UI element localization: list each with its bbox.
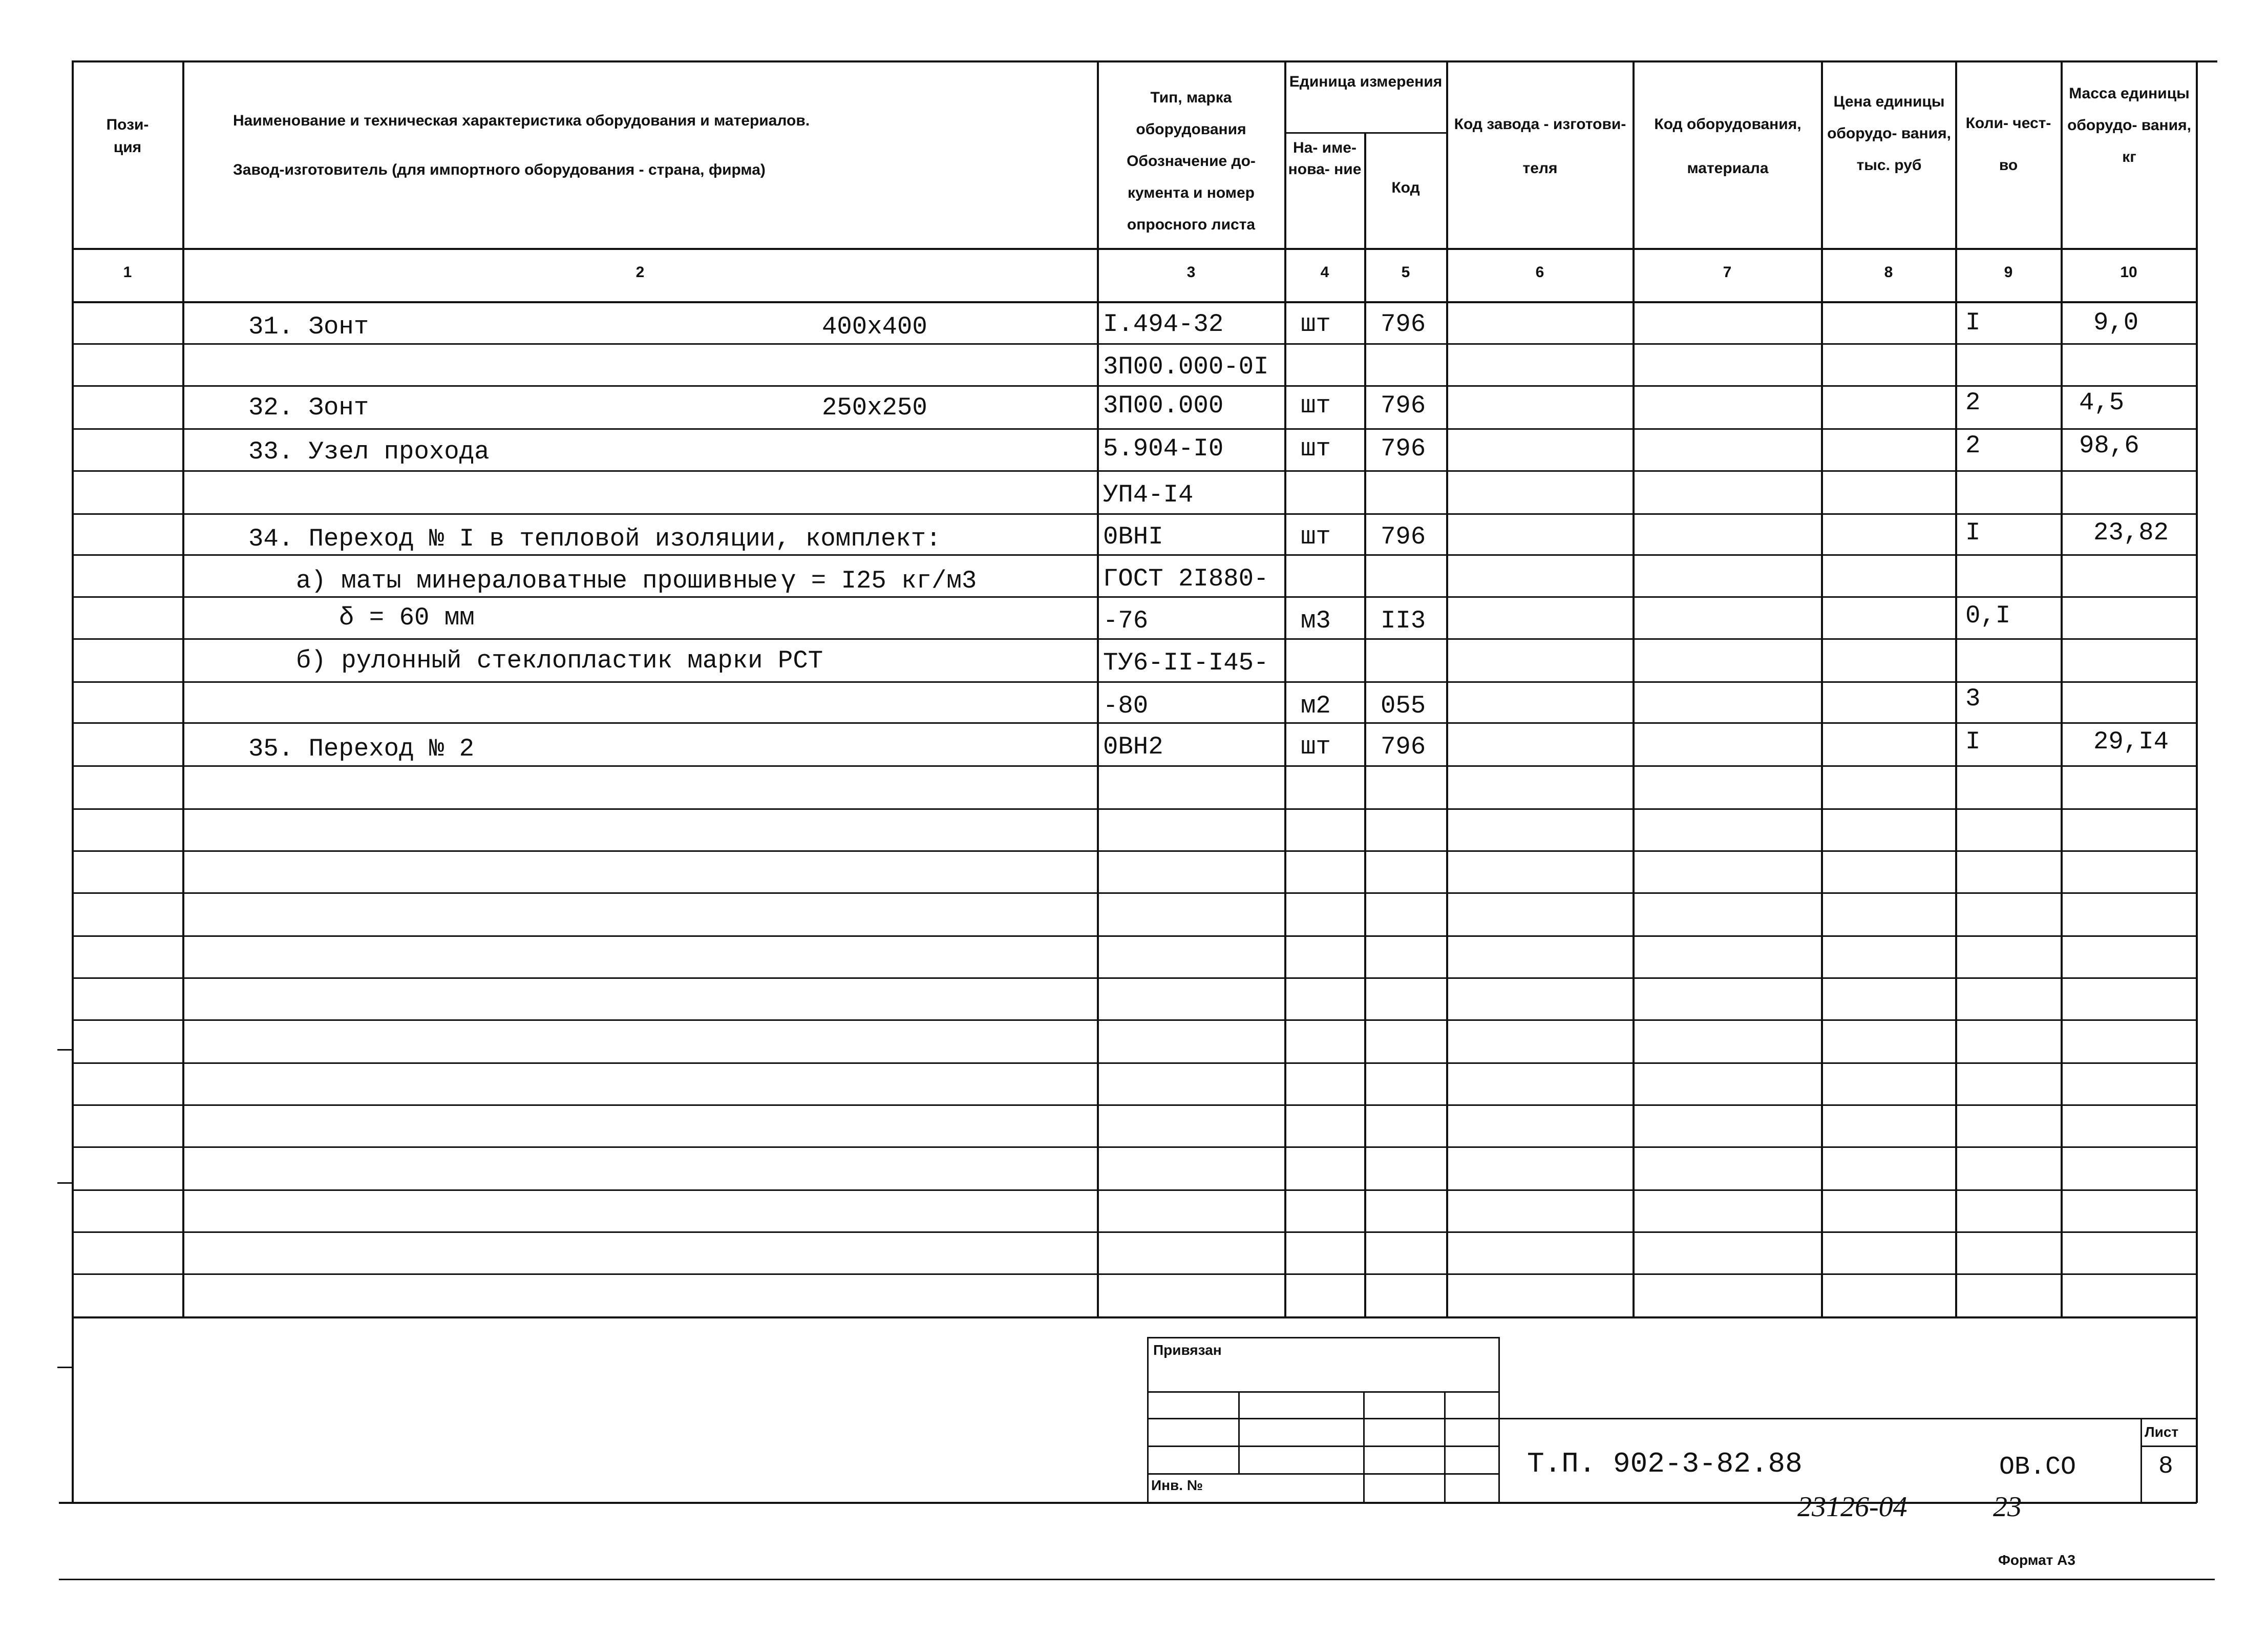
row-unit: м3 — [1301, 606, 1331, 635]
header-factory-code: Код завода - изготови- теля — [1454, 116, 1626, 177]
row-type: 3П00.000-0I — [1103, 352, 1269, 381]
row-name: а) маты минераловатные прошивные — [296, 567, 778, 595]
row-name: 35. Переход № 2 — [248, 735, 475, 763]
column-number: 9 — [2004, 264, 2013, 281]
row-qty: I — [1965, 727, 1981, 756]
row-type: 5.904-I0 — [1103, 434, 1224, 463]
row-name: 32. Зонт — [248, 393, 369, 422]
row-type: -80 — [1103, 692, 1149, 720]
row-type: 0ВН2 — [1103, 732, 1163, 761]
row-type: 0ВНI — [1103, 522, 1163, 551]
row-type: ГОСТ 2I880- — [1103, 564, 1269, 593]
row-mass: 23,82 — [2093, 518, 2169, 547]
header-unit-name: На- име- нова- ние — [1288, 139, 1362, 178]
row-type: I.494-32 — [1103, 310, 1224, 339]
row-size: 250x250 — [822, 393, 927, 422]
row-mass: 98,6 — [2079, 431, 2139, 460]
row-unit: шт — [1301, 310, 1331, 339]
row-qty: 0,I — [1965, 601, 2011, 630]
format-label: Формат А3 — [1998, 1552, 2075, 1568]
document-number: Т.П. 902-3-82.88 — [1527, 1448, 1803, 1480]
column-number: 6 — [1535, 264, 1544, 281]
row-mass: 29,I4 — [2093, 727, 2169, 756]
handwritten-page: 23 — [1993, 1491, 2022, 1523]
column-number: 8 — [1884, 264, 1893, 281]
header-position: Пози- ция — [106, 116, 149, 156]
row-size: 400x400 — [822, 312, 927, 341]
document-code: ОВ.СО — [1999, 1453, 2076, 1482]
row-name: 34. Переход № I в тепловой изоляции, комплект: — [248, 525, 941, 553]
row-name: б) рулонный стеклопластик марки РСТ — [296, 646, 823, 675]
row-name: 33. Узел прохода — [248, 437, 490, 466]
row-unit: шт — [1301, 391, 1331, 420]
row-type: 3П00.000 — [1103, 391, 1224, 420]
row-unit: шт — [1301, 434, 1331, 463]
row-type: ТУ6-II-I45- — [1103, 648, 1269, 677]
row-unit: м2 — [1301, 692, 1331, 720]
column-number: 5 — [1401, 264, 1410, 281]
row-code: 055 — [1381, 692, 1426, 720]
handwritten-number: 23126-04 — [1797, 1491, 1907, 1523]
row-unit: шт — [1301, 732, 1331, 761]
row-code: 796 — [1381, 434, 1426, 463]
header-name-line1: Наименование и техническая характеристика оборудования и материалов. — [233, 112, 810, 129]
column-number: 2 — [635, 264, 645, 281]
inventory-label: Инв. № — [1151, 1477, 1203, 1493]
row-code: 796 — [1381, 522, 1426, 551]
row-code: II3 — [1381, 606, 1426, 635]
row-qty: 3 — [1965, 684, 1981, 713]
row-qty: I — [1965, 518, 1981, 547]
column-number: 7 — [1723, 264, 1732, 281]
row-code: 796 — [1381, 732, 1426, 761]
row-name: 31. Зонт — [248, 312, 369, 341]
column-number: 10 — [2120, 264, 2137, 281]
row-qty: 2 — [1965, 388, 1981, 417]
row-size: γ = I25 кг/м3 — [781, 567, 977, 595]
header-type: Тип, марка оборудования Обозначение до- кумента и номер опросного листа — [1127, 89, 1256, 233]
row-code: 796 — [1381, 391, 1426, 420]
row-type: УП4-I4 — [1103, 480, 1194, 509]
column-number: 4 — [1320, 264, 1329, 281]
row-type: -76 — [1103, 606, 1149, 635]
row-mass: 4,5 — [2079, 388, 2125, 417]
header-quantity: Коли- чест- во — [1965, 115, 2051, 174]
column-number: 1 — [123, 264, 132, 281]
header-unit-group: Единица измерения — [1289, 73, 1443, 90]
row-code: 796 — [1381, 310, 1426, 339]
column-number: 3 — [1186, 264, 1196, 281]
header-price: Цена единицы оборудо- вания, тыс. руб — [1827, 93, 1951, 174]
header-equipment-code: Код оборудования, материала — [1654, 116, 1801, 177]
header-unit-code: Код — [1391, 179, 1420, 196]
header-mass: Масса единицы оборудо- вания, кг — [2067, 85, 2191, 165]
sheet-label: Лист — [2145, 1424, 2179, 1440]
bound-label: Привязан — [1153, 1342, 1222, 1358]
sheet-number: 8 — [2158, 1453, 2173, 1480]
row-qty: 2 — [1965, 431, 1981, 460]
row-unit: шт — [1301, 522, 1331, 551]
row-name: δ = 60 мм — [339, 603, 475, 632]
row-qty: I — [1965, 308, 1981, 337]
header-name-line2: Завод-изготовитель (для импортного оборудования - страна, фирма) — [233, 161, 766, 178]
row-mass: 9,0 — [2093, 308, 2139, 337]
